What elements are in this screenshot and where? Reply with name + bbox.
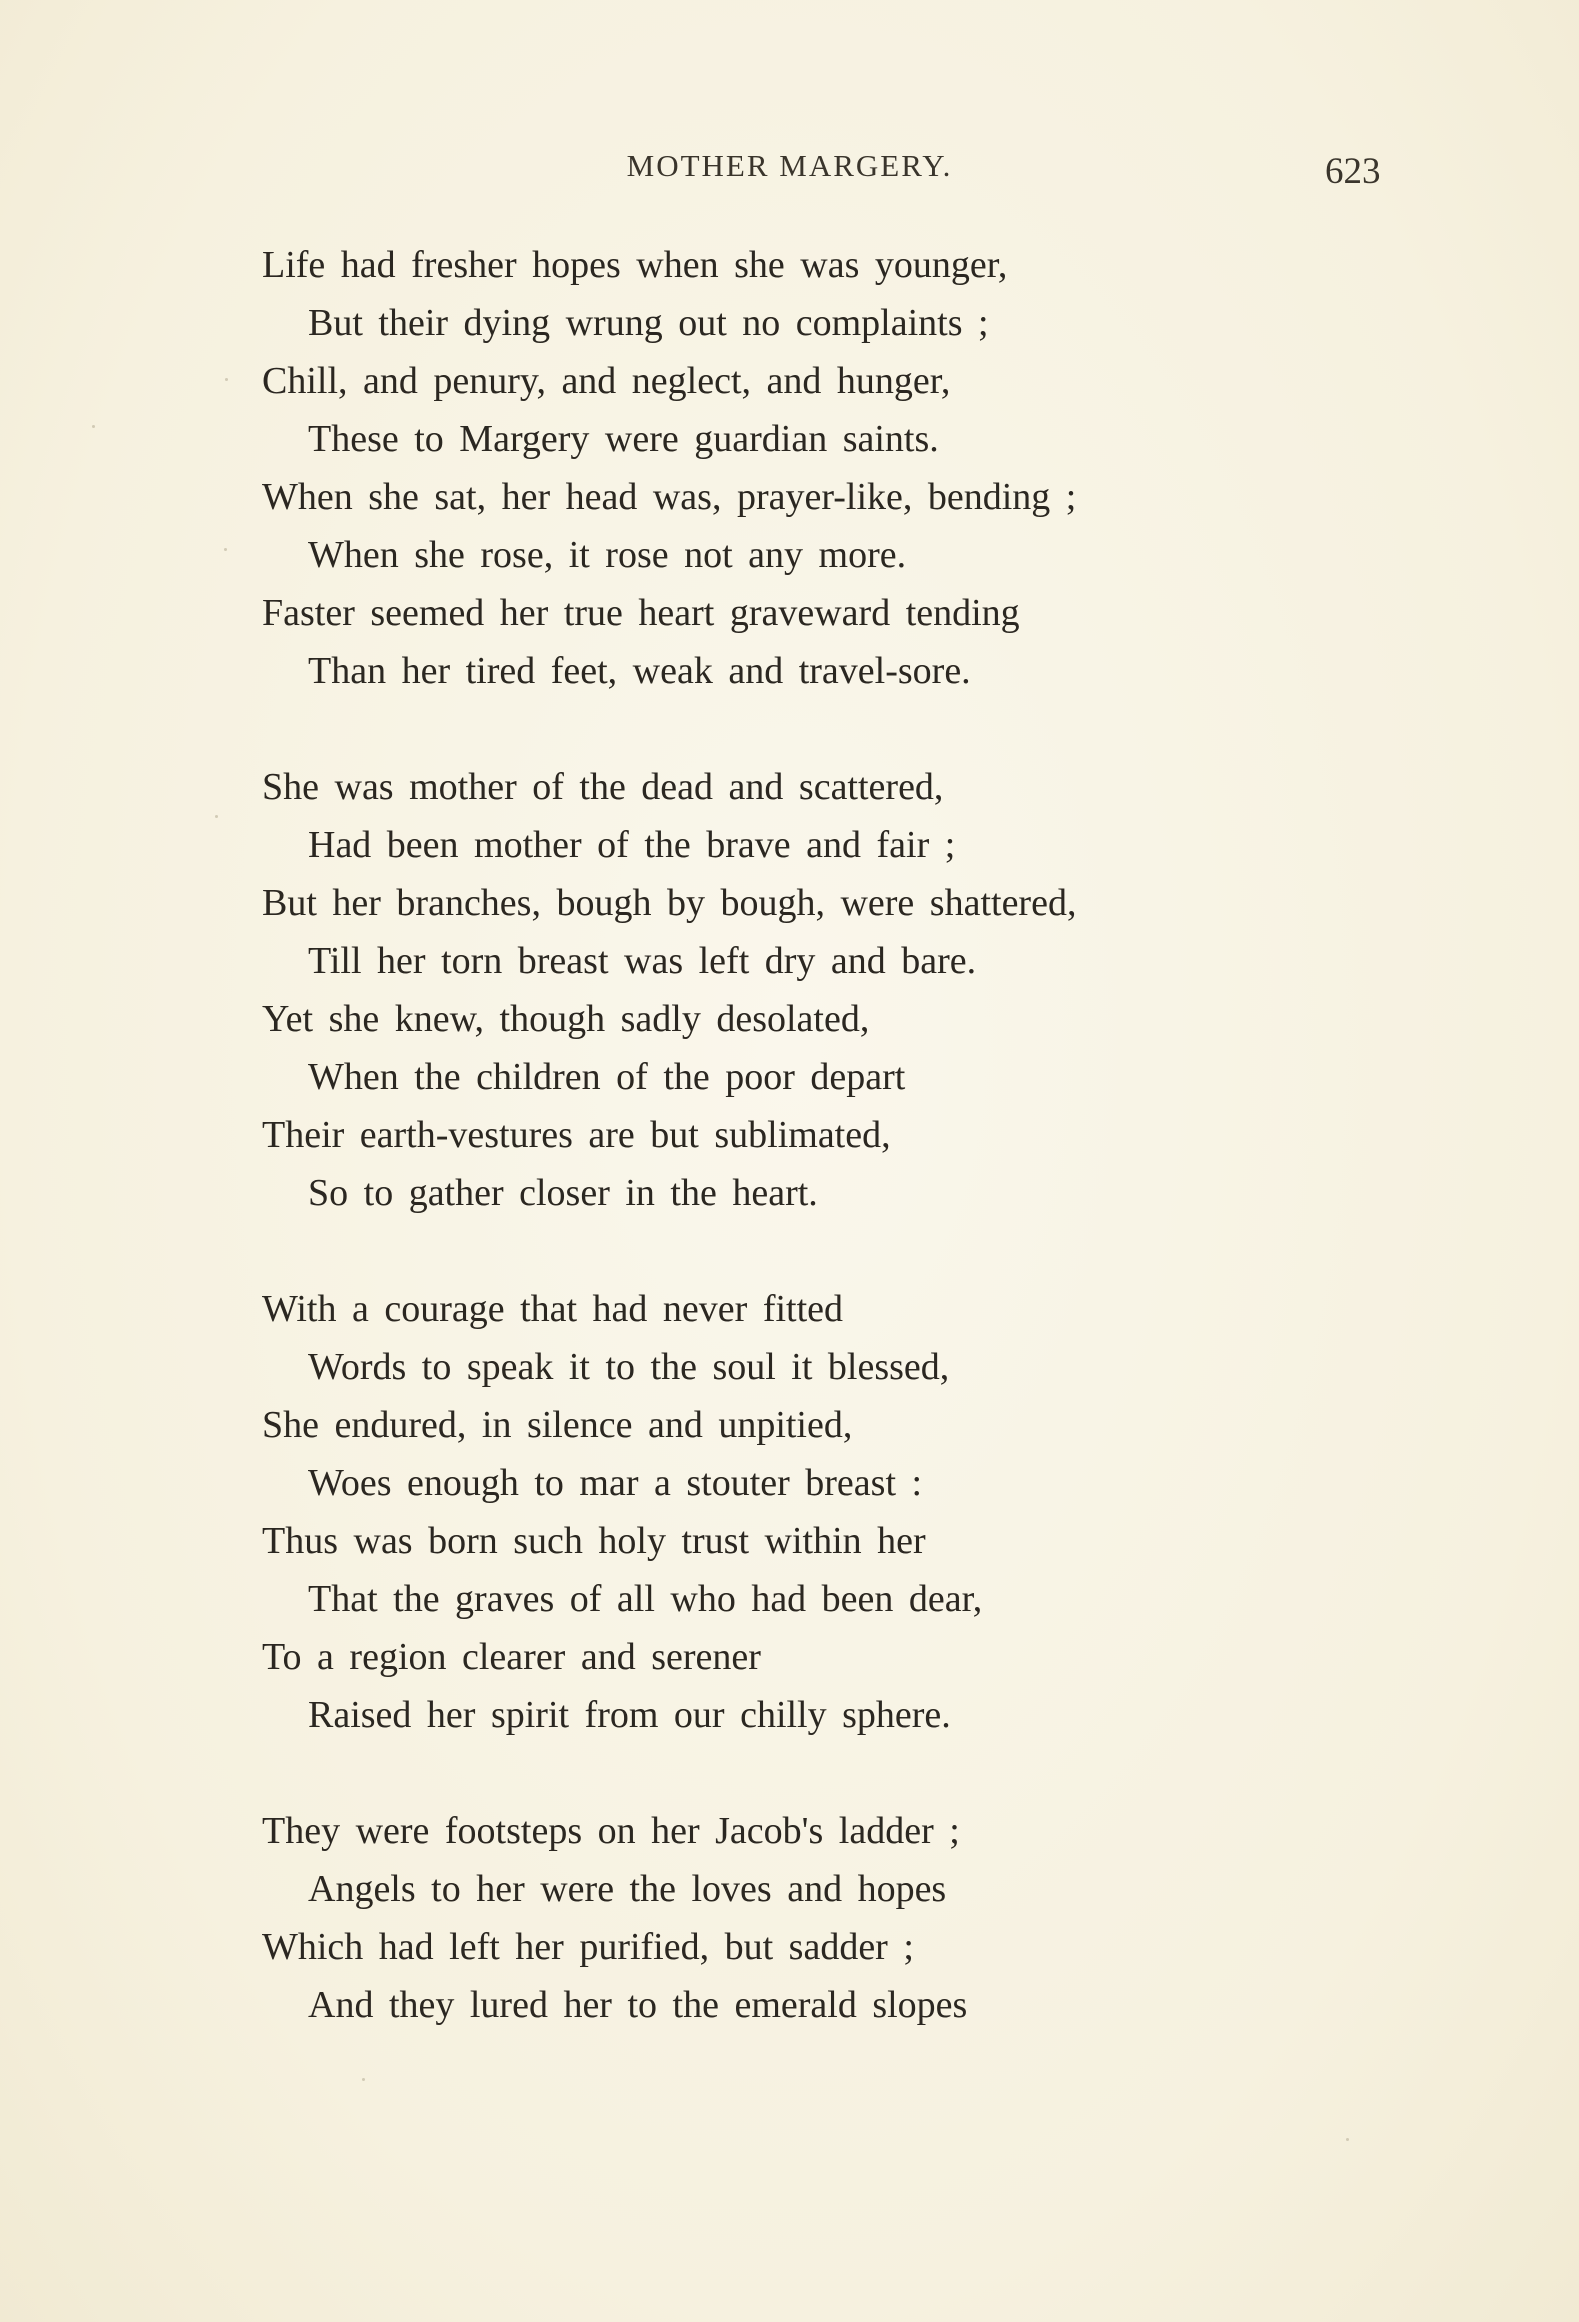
poem-line: But their dying wrung out no complaints ; [308, 302, 989, 344]
poem-line: Chill, and penury, and neglect, and hunger, [262, 360, 951, 402]
poem-line: Their earth-vestures are but sublimated, [262, 1114, 891, 1156]
poem-line: Life had fresher hopes when she was younger, [262, 244, 1008, 286]
poem-line: Raised her spirit from our chilly sphere. [308, 1694, 951, 1736]
poem-line: And they lured her to the emerald slopes [308, 1984, 968, 2026]
poem-line: When she rose, it rose not any more. [308, 534, 907, 576]
stanza-4 [262, 1802, 1322, 2034]
poem-line: So to gather closer in the heart. [308, 1172, 818, 1214]
poem-line: When she sat, her head was, prayer-like, bending ; [262, 476, 1077, 518]
page-number: 623 [1325, 151, 1381, 192]
stanza-3 [262, 1280, 1322, 1744]
stanza-1 [262, 236, 1322, 700]
poem-line: Than her tired feet, weak and travel-sore. [308, 650, 971, 692]
poem [262, 236, 1322, 2092]
poem-line: Had been mother of the brave and fair ; [308, 824, 956, 866]
poem-line: These to Margery were guardian saints. [308, 418, 939, 460]
poem-line: But her branches, bough by bough, were shattered, [262, 882, 1077, 924]
poem-line: Till her torn breast was left dry and bare. [308, 940, 977, 982]
paper-speck [215, 815, 218, 818]
poem-line: Angels to her were the loves and hopes [308, 1868, 947, 1910]
poem-line: That the graves of all who had been dear, [308, 1578, 983, 1620]
paper-speck [224, 548, 227, 551]
poem-line: Woes enough to mar a stouter breast : [308, 1462, 923, 1504]
stanza-2 [262, 758, 1322, 1222]
poem-line: She endured, in silence and unpitied, [262, 1404, 853, 1446]
poem-line: Words to speak it to the soul it blessed, [308, 1346, 950, 1388]
paper-speck [362, 2078, 365, 2081]
poem-line: When the children of the poor depart [308, 1056, 906, 1098]
paper-speck [225, 378, 228, 381]
poem-line: She was mother of the dead and scattered, [262, 766, 944, 808]
poem-line: Thus was born such holy trust within her [262, 1520, 926, 1562]
poem-line: Faster seemed her true heart graveward tending [262, 592, 1020, 634]
paper-speck [92, 425, 95, 428]
poem-line: Yet she knew, though sadly desolated, [262, 998, 870, 1040]
poem-line: With a courage that had never fitted [262, 1288, 844, 1330]
poem-line: To a region clearer and serener [262, 1636, 761, 1678]
running-head: MOTHER MARGERY. [626, 148, 953, 183]
paper-speck [1346, 2138, 1349, 2141]
poem-line: Which had left her purified, but sadder ; [262, 1926, 914, 1968]
poem-line: They were footsteps on her Jacob's ladder ; [262, 1810, 960, 1852]
